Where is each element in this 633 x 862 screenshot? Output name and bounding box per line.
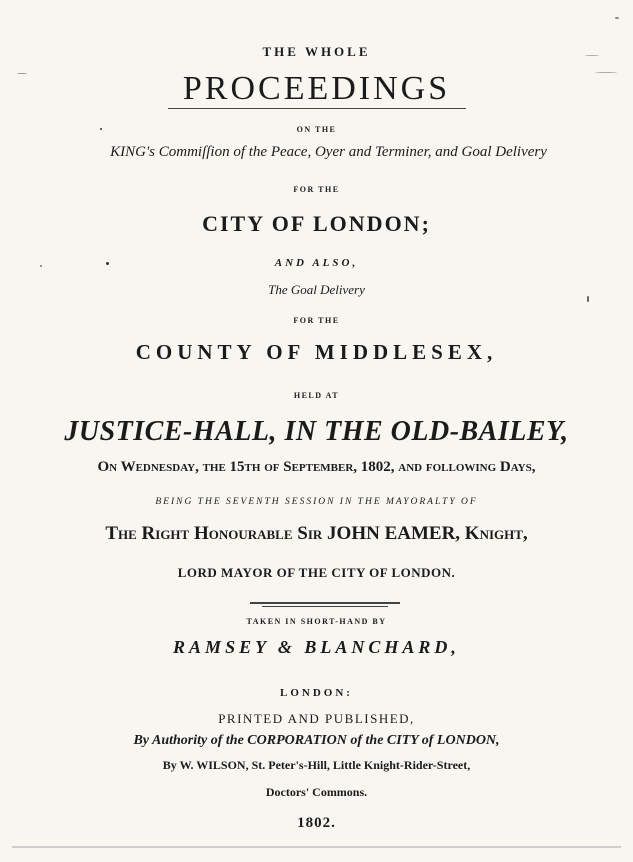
scan-mark (595, 72, 617, 73)
section-divider (250, 602, 400, 604)
line-lord-mayor-name: The Right Honourable Sir JOHN EAMER, Knight, (105, 523, 528, 544)
ink-speck (615, 17, 619, 19)
line-county-of-middlesex: COUNTY OF MIDDLESEX, (135, 340, 498, 364)
line-for-the-first: FOR THE (293, 185, 340, 194)
ink-speck (106, 262, 109, 265)
imprint-year: 1802. (297, 815, 336, 831)
line-lord-mayor-title: LORD MAYOR OF THE CITY OF LONDON. (177, 565, 456, 580)
line-kings-commission: KING's Commiſſion of the Peace, Oyer and Terminer, and Goal Delivery (110, 144, 547, 160)
main-title-proceedings: PROCEEDINGS (182, 70, 451, 107)
line-seventh-session: BEING THE SEVENTH SESSION IN THE MAYORALTY OF (155, 497, 478, 507)
line-for-the-second: FOR THE (293, 316, 340, 325)
line-justice-hall: JUSTICE-HALL, IN THE OLD-BAILEY, (64, 416, 569, 447)
line-goal-delivery: The Goal Delivery (268, 282, 365, 297)
heading-the-whole: THE WHOLE (262, 44, 371, 59)
scan-mark (585, 55, 599, 56)
title-underline (168, 108, 466, 109)
imprint-place: LONDON: (280, 687, 353, 699)
line-city-of-london: CITY OF LONDON; (202, 211, 431, 236)
line-held-at: HELD AT (293, 391, 340, 400)
ink-speck (100, 128, 102, 130)
line-session-date: On Wednesday, the 15th of September, 1802, and following Days, (97, 459, 536, 475)
scan-edge (12, 846, 621, 848)
line-and-also: AND ALSO, (274, 257, 359, 269)
imprint-printed-published: PRINTED AND PUBLISHED, (218, 711, 415, 726)
line-on-the: ON THE (296, 125, 337, 134)
ink-speck (40, 265, 42, 267)
ink-speck (587, 296, 589, 302)
line-taken-in-shorthand: TAKEN IN SHORT-HAND BY (246, 617, 387, 626)
section-divider-thin (262, 606, 388, 607)
imprint-doctors-commons: Doctors' Commons. (265, 785, 368, 799)
imprint-authority: By Authority of the CORPORATION of the CITY of LONDON, (133, 733, 500, 748)
scan-mark (17, 73, 27, 74)
imprint-printer: By W. WILSON, St. Peter's-Hill, Little Knight-Rider-Street, (162, 758, 471, 772)
line-reporters: RAMSEY & BLANCHARD, (173, 637, 460, 657)
